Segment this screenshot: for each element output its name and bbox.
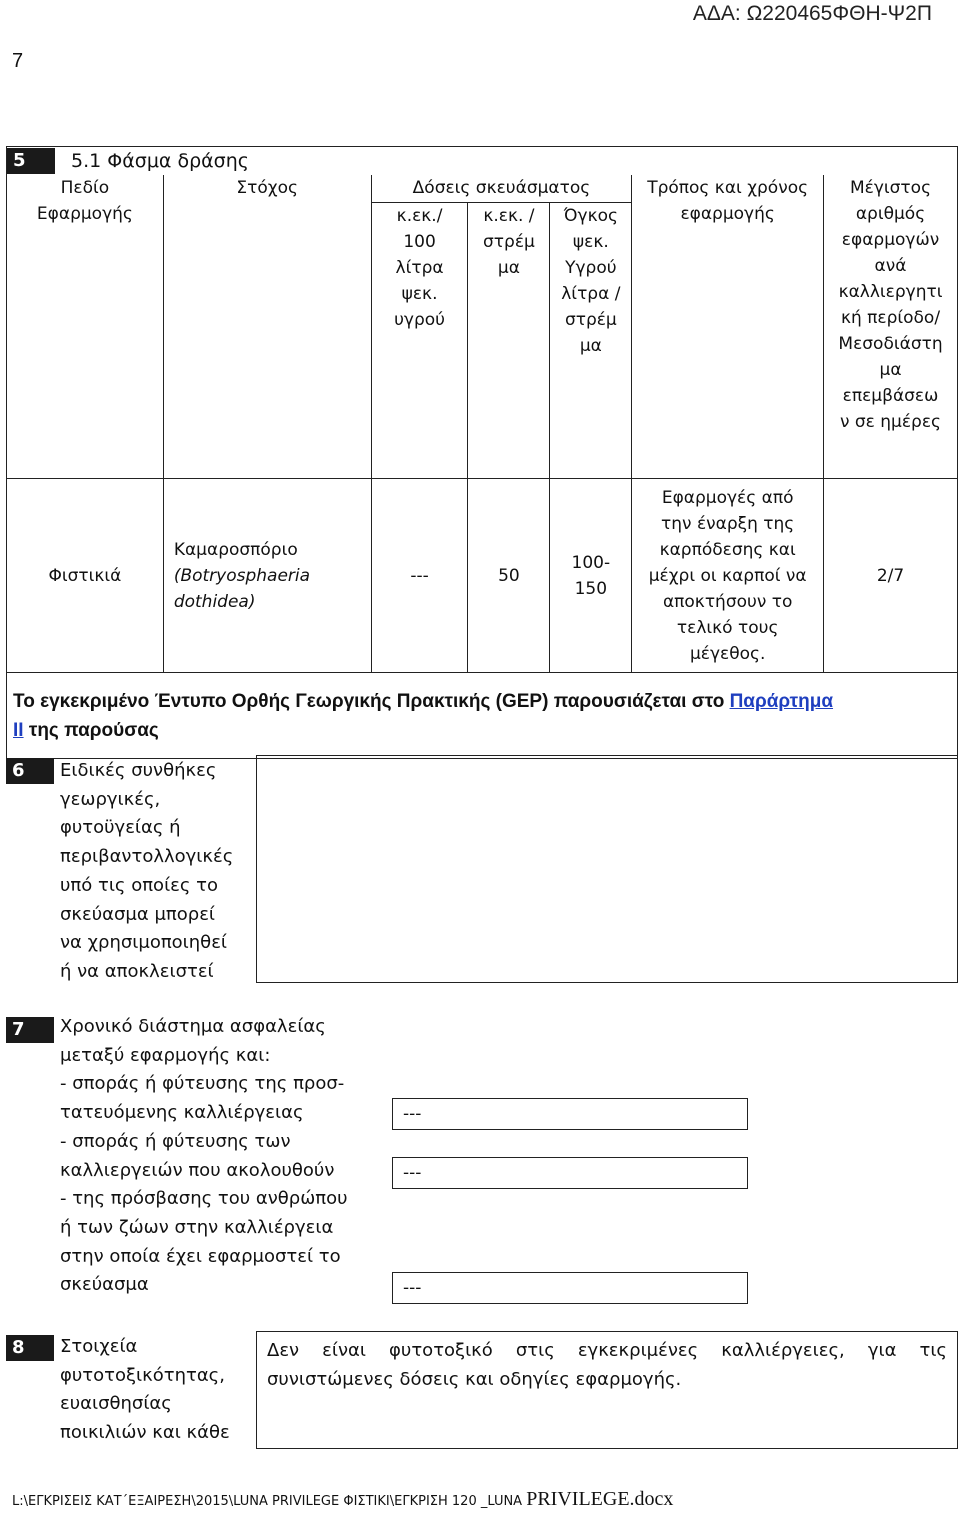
max-apps-cell: 2/7: [824, 479, 958, 673]
target-cell: Καμαροσπόριο (Botryosphaeria dothidea): [163, 479, 371, 673]
section6-number: 6: [6, 758, 54, 784]
header-doses: Δόσεις σκευάσματος: [371, 175, 632, 203]
header-target: Στόχος: [163, 175, 371, 479]
section-number: 5: [7, 148, 55, 174]
page-number: 7: [12, 50, 24, 72]
section-title: 5.1 Φάσμα δράσης: [71, 149, 249, 172]
gep-note: Το εγκεκριμένο Έντυπο Ορθής Γεωργικής Πρακτικής (GEP) παρουσιάζεται στο Παράρτημα ΙΙ της παρούσας: [7, 673, 958, 759]
dose-cc-100l-cell: ---: [371, 479, 468, 673]
annex-link[interactable]: Παράρτημα: [729, 690, 834, 712]
header-dose-cc-100l: κ.εκ./ 100 λίτρα ψεκ. υγρού: [371, 203, 468, 479]
header-method: Τρόπος και χρόνος εφαρμογής: [632, 175, 824, 479]
section8-number: 8: [6, 1335, 54, 1361]
header-max-apps: Μέγιστος αριθμός εφαρμογών ανά καλλιεργητι κή περίοδο/ Μεσοδιάστη μα επεμβάσεω ν σε ημέρες: [824, 175, 958, 479]
section5-heading-cell: [7, 147, 958, 175]
header-volume: Όγκος ψεκ. Υγρού λίτρα / στρέμ μα: [550, 203, 632, 479]
section7-label: Χρονικό διάστημα ασφαλείας μεταξύ εφαρμογής και: - σποράς ή φύτευσης της προσ- τατευόμενης καλλιέργειας - σποράς ή φύτευσης των καλλιεργειών που ακολουθούν - της πρόσβασης του ανθρώπου ή των ζώων στην καλλιέργεια στην οποία έχει εφαρμοστεί το σκεύασμα: [60, 1016, 348, 1296]
safety-interval-following-crops-box: ---: [392, 1157, 748, 1189]
annex-link-numeral[interactable]: ΙΙ: [13, 719, 24, 741]
section8-label: Στοιχεία φυτοτοξικότητας, ευαισθησίας ποικιλιών και κάθε: [60, 1336, 230, 1444]
section8-value-box: Δεν είναι φυτοτοξικό στις εγκεκριμένες καλλιέργειες, για τις συνιστώμενες δόσεις και οδηγίες εφαρμογής.: [256, 1331, 958, 1449]
section6-value-box: [256, 755, 958, 983]
safety-interval-protected-crop-box: ---: [392, 1098, 748, 1130]
footer-path: L:\ΕΓΚΡΙΣΕΙΣ ΚΑΤ΄ΕΞΑΙΡΕΣΗ\2015\LUNA PRIVILEGE ΦΙΣΤΙΚΙ\ΕΓΚΡΙΣΗ 120 _LUNA PRIVILEGE.docx: [12, 1488, 674, 1510]
crop-cell: Φιστικιά: [7, 479, 164, 673]
dose-cc-stremma-cell: 50: [468, 479, 550, 673]
volume-cell: 100- 150: [550, 479, 632, 673]
header-field: Πεδίο Εφαρμογής: [7, 175, 164, 479]
safety-interval-access-box: ---: [392, 1272, 748, 1304]
method-cell: Εφαρμογές από την έναρξη της καρπόδεσης και μέχρι οι καρποί να αποκτήσουν το τελικό τους μέγεθος.: [632, 479, 824, 673]
section5-table: [6, 146, 958, 759]
header-dose-cc-stremma: κ.εκ. / στρέμ μα: [468, 203, 550, 479]
document-code: ΑΔΑ: Ω220465ΦΘΗ-Ψ2Π: [692, 2, 932, 25]
section7-number: 7: [6, 1017, 54, 1043]
section6-label: Ειδικές συνθήκες γεωργικές, φυτοϋγείας ή περιβαντολλογικές υπό τις οποίες το σκεύασμα μπορεί να χρησιμοποιηθεί ή να αποκλειστεί: [60, 760, 234, 982]
